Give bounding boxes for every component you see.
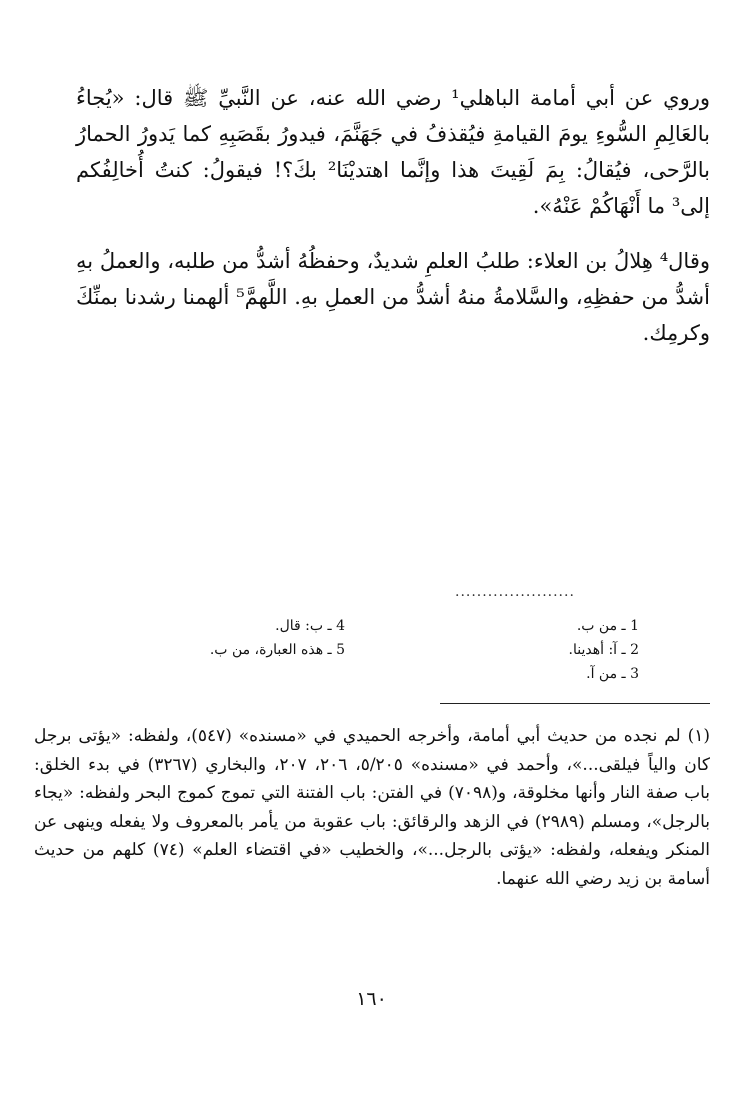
quote-paragraph: وقال⁴ هِلالُ بن العلاء: طلبُ العلمِ شديدٌ، وحفظُهُ أشدُّ من طلبه، والعملُ بهِ أشدُّ من حفظِهِ، والسَّلامةُ منهُ أشدُّ من العملِ بهِ. اللَّهمَّ⁵ ألهمنا رشدنا بمنِّكَ وكرمِك. [76,249,710,345]
body-text-block [76,80,710,224]
body-text-block-2 [76,243,710,351]
variant-note-4: 4 ـ ب: قال. [275,618,345,634]
variant-note-5: 5 ـ هذه العبارة، من ب. [209,642,345,658]
variant-note-3: 3 ـ من آ. [586,666,639,682]
variant-note-2: 2 ـ آ: أهدينا. [568,642,639,658]
hadith-paragraph: وروي عن أبي أمامة الباهلي¹ رضي الله عنه، عن النَّبيِّ ﷺ قال: «يُجاءُ بالعَالِمِ السُّوءِ يومَ القيامةِ فيُقذفُ في جَهَنَّمَ، فيدورُ بقَصَبِهِ كما يَدورُ الحمارُ بالرَّحى، فيُقالُ: بِمَ لَقِيتَ هذا وإنَّما اهتديْنَا² بكَ؟! فيقولُ: كنتُ أُخالِفُكم إلى³ ما أَنْهَاكُمْ عَنْهُ». [76,86,710,218]
footnote-divider [440,703,710,704]
footnote: (١) لم نجده من حديث أبي أمامة، وأخرجه الحميدي في «مسنده» (٥٤٧)، ولفظه: «يؤتى برجل كان والياً فيلقى...»، وأحمد في «مسنده» ٥/٢٠٥، ٢٠٦، ٢٠٧، والبخاري (٣٢٦٧) في بدء الخلق: باب صفة النار وأنها مخلوقة، و(٧٠٩٨) في الفتن: باب الفتنة التي تموج كموج البحر ولفظه: «يجاء بالرجل»، ومسلم (٢٩٨٩) في الزهد والرقائق: باب عقوبة من يأمر بالمعروف ولا يفعله وينهى عن المنكر ويفعله، ولفظه: «يؤتى بالرجل...»، والخطيب «في اقتضاء العلم» (٧٤) كلهم من حديث أسامة بن زيد رضي الله عنهما. [34,726,710,889]
notes-separator: ...................... [455,584,575,600]
page-number: ١٦٠ [356,988,387,1010]
variant-note-1: 1 ـ من ب. [576,618,639,634]
